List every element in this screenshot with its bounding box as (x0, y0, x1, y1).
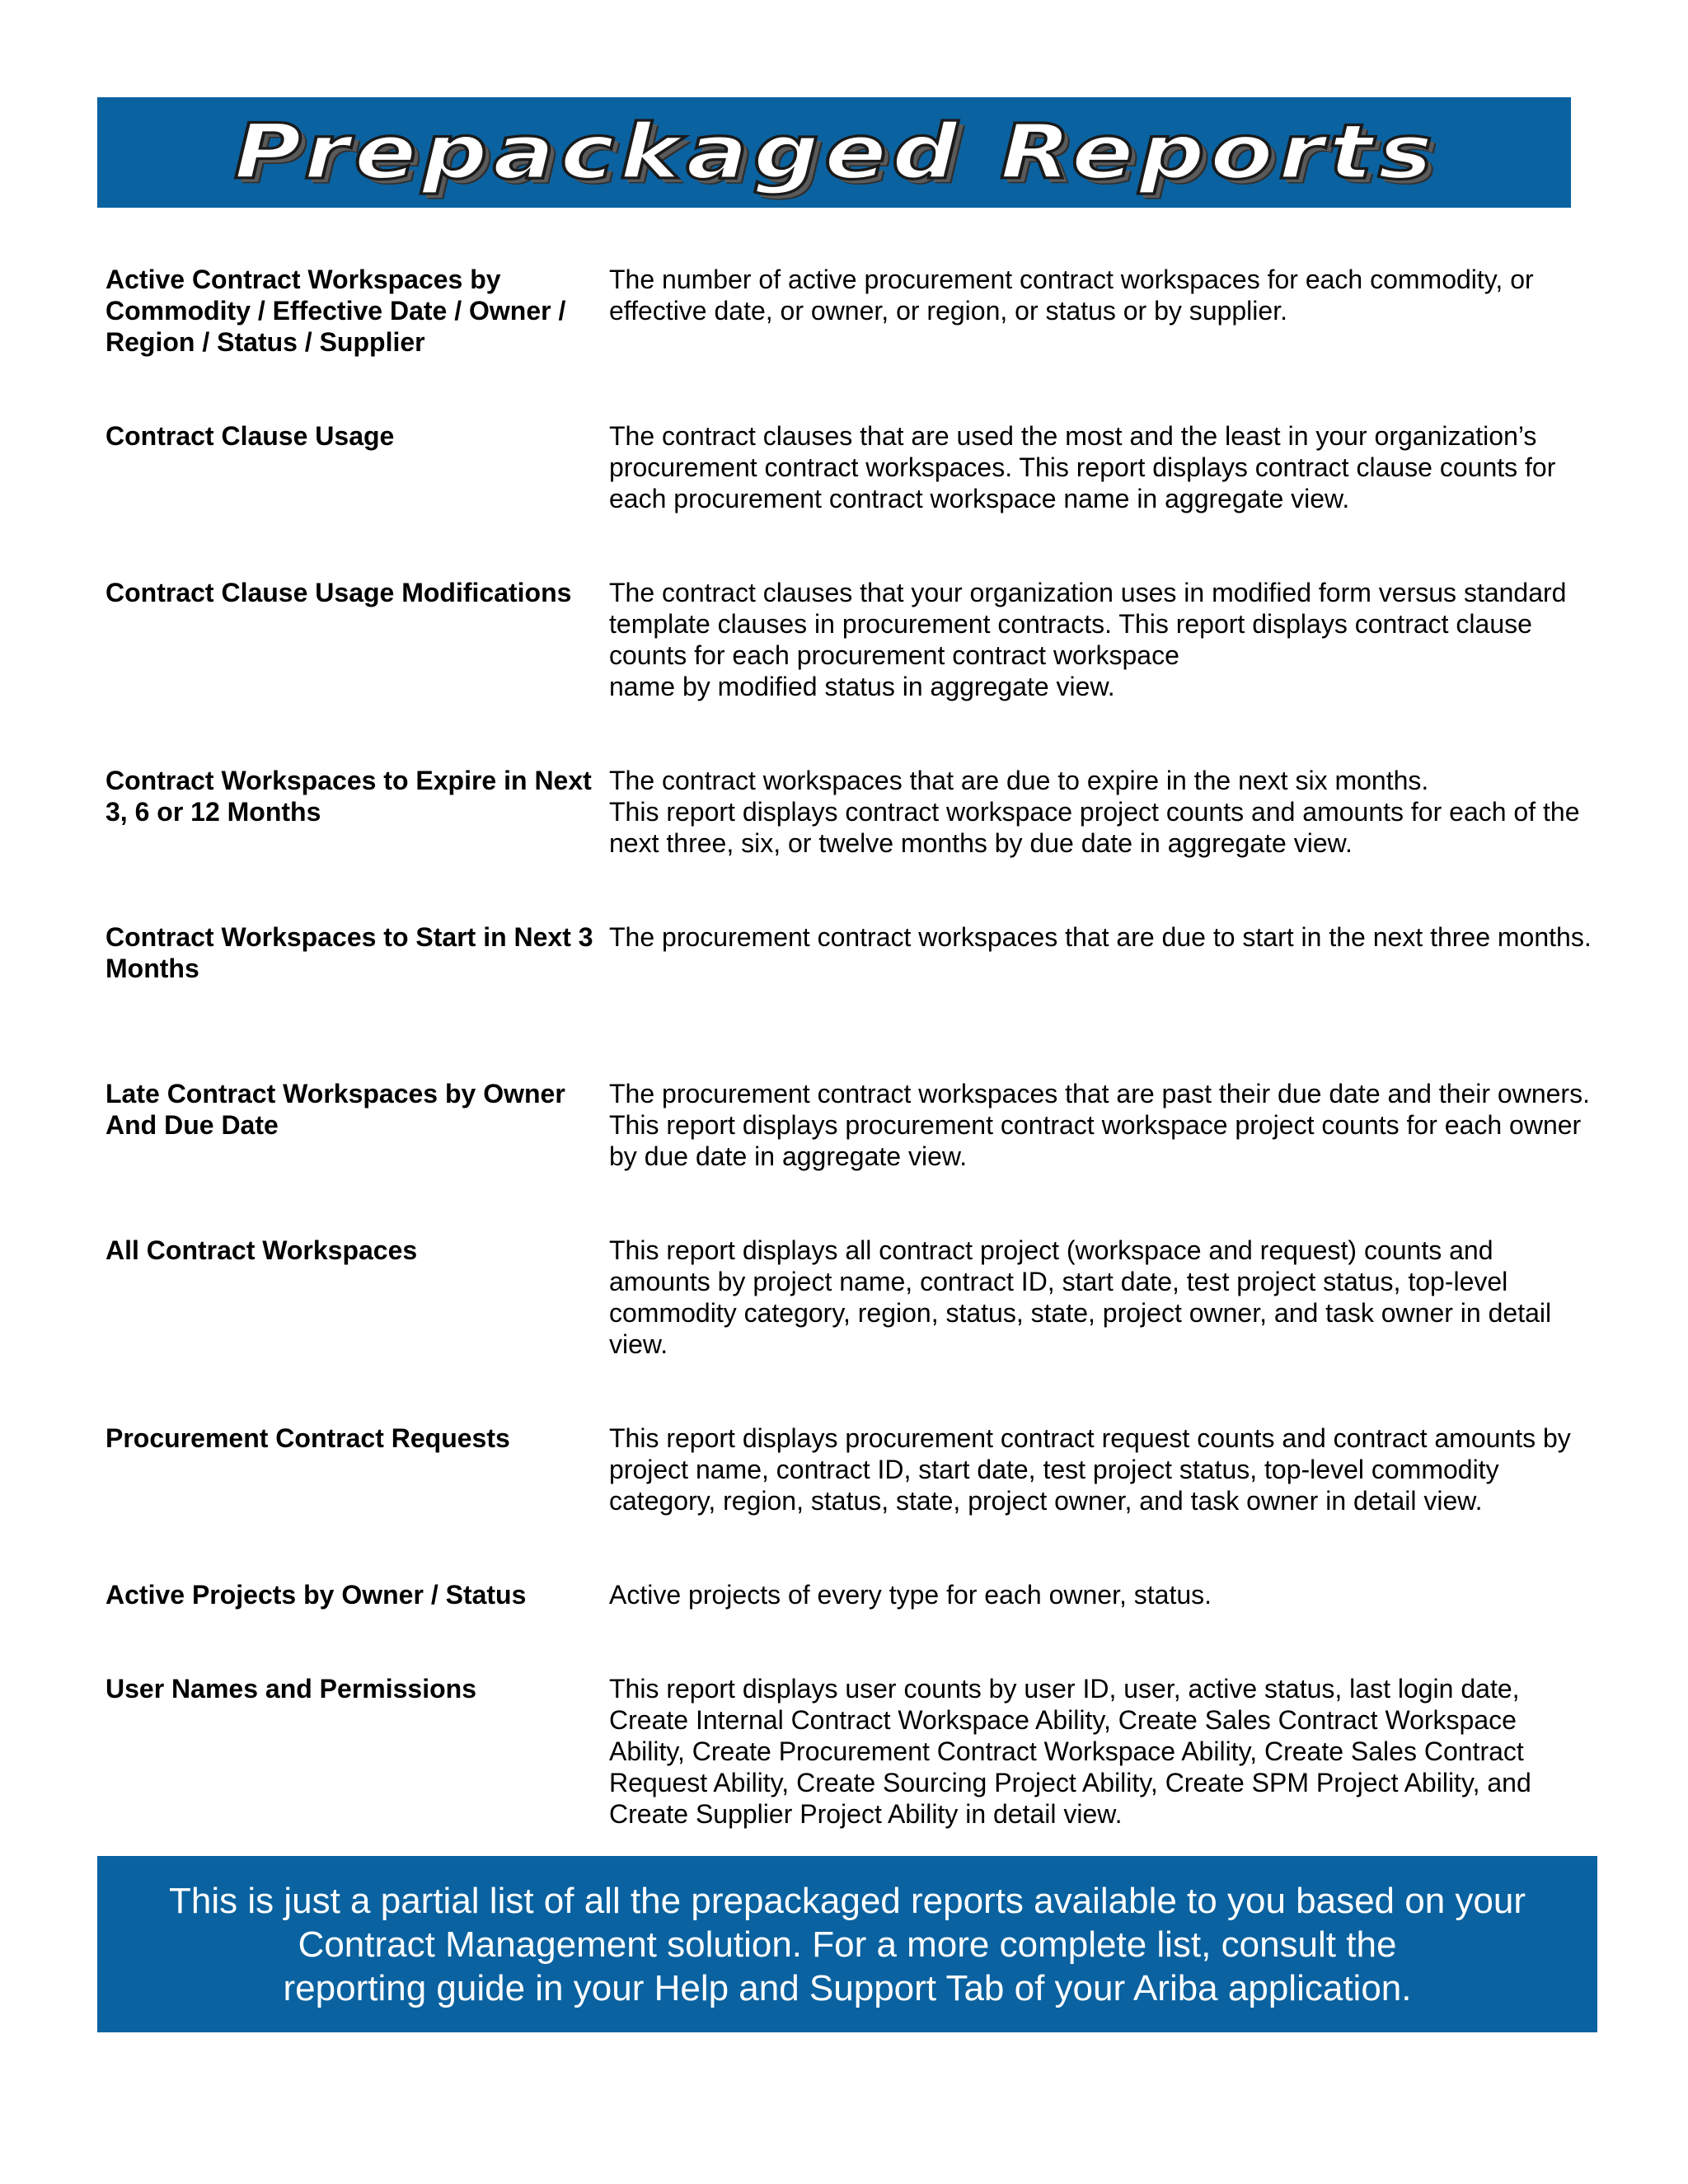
report-description: The procurement contract workspaces that are due to start in the next three months. (609, 922, 1592, 952)
report-description: The procurement contract workspaces that are past their due date and their owners. This report displays procurement contract workspace project counts for each owner by due date in aggregate view. (609, 1079, 1590, 1171)
footer-note-text: This is just a partial list of all the prepackaged reports available to you based on your Contract Management solution. For a more complete list, consult the reporting guide in your Help and Support Tab of your Ariba application. (168, 1880, 1526, 2008)
report-name: All Contract Workspaces (106, 1235, 418, 1265)
report-name: Active Contract Workspaces by Commodity / Effective Date / Owner / Region / Status / Supplier (106, 265, 566, 357)
report-description: Active projects of every type for each owner, status. (609, 1580, 1212, 1610)
report-description: This report displays user counts by user ID, user, active status, last login date, Create Internal Contract Workspace Ability, Create Sales Contract Workspace Ability, Create Procurement Contract Workspace Ability, Create Sales Contract Request Ability, Create Sourcing Project Ability, Create SPM Project Ability, and Create Supplier Project Ability in detail view. (609, 1674, 1531, 1829)
report-name: Contract Workspaces to Expire in Next 3, 6 or 12 Months (106, 766, 592, 827)
report-name: Contract Clause Usage Modifications (106, 578, 572, 607)
report-description: This report displays procurement contract request counts and contract amounts by project name, contract ID, start date, test project status, top-level commodity category, region, status, state, project owner, and task owner in detail view. (609, 1423, 1571, 1516)
page-title: Prepackaged Reports (233, 108, 1438, 197)
report-description: The contract clauses that are used the most and the least in your organization’s procurement contract workspaces. This report displays contract clause counts for each procurement contract workspace name in aggregate view. (609, 421, 1556, 513)
report-name: User Names and Permissions (106, 1674, 476, 1704)
footer-note-box (97, 1856, 1597, 2032)
report-description: The contract clauses that your organization uses in modified form versus standard template clauses in procurement contracts. This report displays contract clause counts for each procurement contract workspace name by modified status in aggregate view. (609, 578, 1567, 701)
report-name: Contract Clause Usage (106, 421, 395, 451)
report-description: The number of active procurement contract workspaces for each commodity, or effective date, or owner, or region, or status or by supplier. (609, 265, 1534, 326)
report-name: Procurement Contract Requests (106, 1423, 510, 1453)
report-description: The contract workspaces that are due to expire in the next six months. This report displays contract workspace project counts and amounts for each of the next three, six, or twelve months by due date in aggregate view. (609, 766, 1580, 858)
report-description: This report displays all contract project (workspace and request) counts and amounts by project name, contract ID, start date, test project status, top-level commodity category, region, status, state, project owner, and task owner in detail view. (609, 1235, 1552, 1359)
title-banner (97, 97, 1571, 208)
report-name: Active Projects by Owner / Status (106, 1580, 527, 1610)
report-name: Contract Workspaces to Start in Next 3 Months (106, 922, 593, 983)
report-name: Late Contract Workspaces by Owner And Due Date (106, 1079, 565, 1140)
